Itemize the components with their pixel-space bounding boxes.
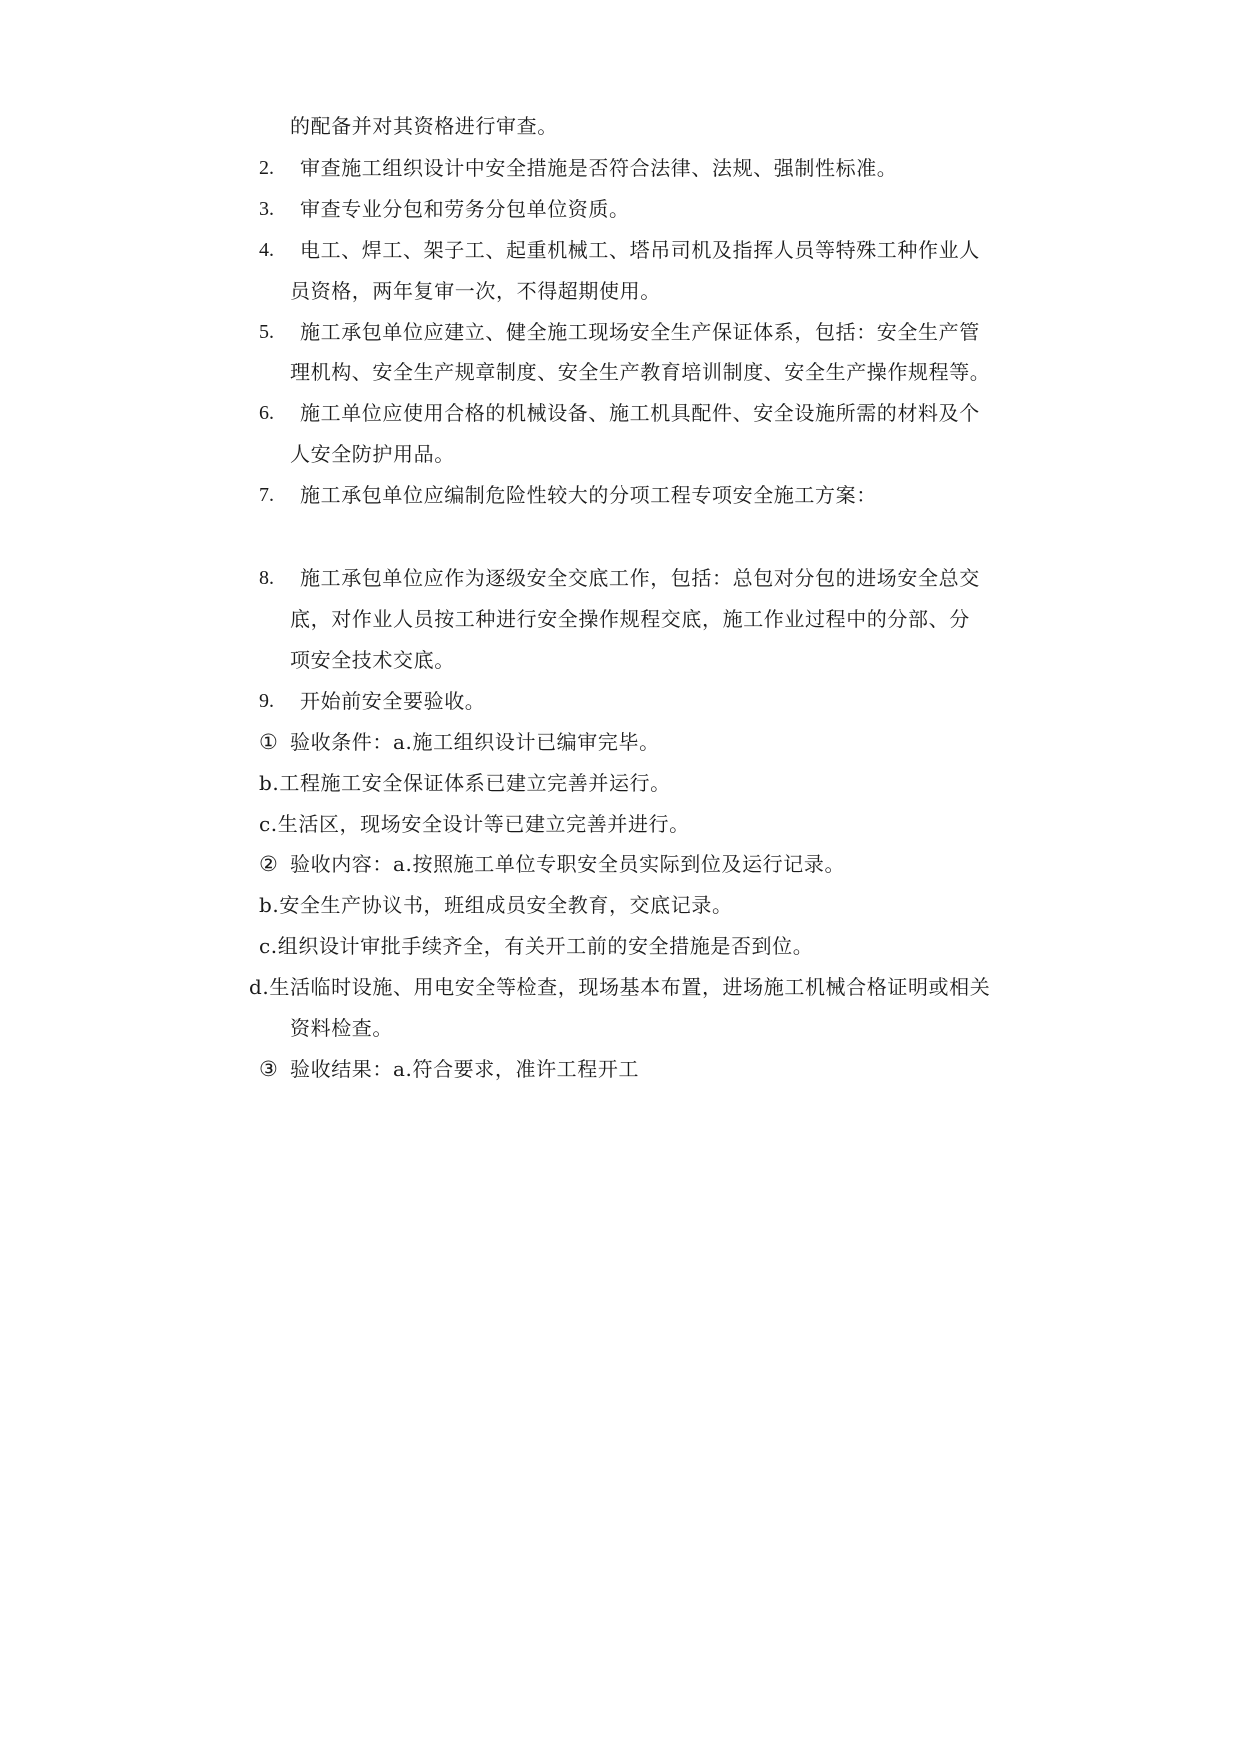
acceptance-contents-text: 验收内容：a.按照施工单位专职安全员实际到位及运行记录。 [290, 852, 846, 876]
item-text-continued: 项安全技术交底。 [290, 648, 455, 672]
item-text: 审查专业分包和劳务分包单位资质。 [300, 197, 630, 221]
acceptance-conditions-text: 验收条件：a.施工组织设计已编审完毕。 [290, 730, 660, 754]
item-number: 5. [259, 321, 274, 343]
acceptance-conditions-sub: c.生活区，现场安全设计等已建立完善并进行。 [259, 812, 690, 836]
item-number: 8. [259, 567, 274, 589]
acceptance-contents-sub: b.安全生产协议书，班组成员安全教育，交底记录。 [259, 893, 733, 917]
item-text: 施工承包单位应建立、健全施工现场安全生产保证体系，包括：安全生产管 [300, 320, 980, 344]
circled-number-3: ③ [259, 1057, 278, 1081]
acceptance-contents-sub-d: d.生活临时设施、用电安全等检查，现场基本布置，进场施工机械合格证明或相关 [249, 975, 991, 999]
item-number: 4. [259, 239, 274, 261]
item-text-continued: 底，对作业人员按工种进行安全操作规程交底，施工作业过程中的分部、分 [290, 607, 970, 631]
acceptance-contents-sub-d-continued: 资料检查。 [290, 1016, 393, 1040]
item-number: 7. [259, 484, 274, 506]
item-number: 3. [259, 198, 274, 220]
item-text-continued: 理机构、安全生产规章制度、安全生产教育培训制度、安全生产操作规程等。 [290, 360, 991, 384]
acceptance-contents-sub: c.组织设计审批手续齐全，有关开工前的安全措施是否到位。 [259, 934, 814, 958]
item-number: 2. [259, 157, 274, 179]
item-text-continued: 员资格，两年复审一次，不得超期使用。 [290, 279, 661, 303]
circled-number-1: ① [259, 730, 278, 754]
acceptance-results-text: 验收结果：a.符合要求，准许工程开工 [290, 1057, 640, 1081]
item-text: 开始前安全要验收。 [300, 689, 486, 713]
item-text: 施工承包单位应编制危险性较大的分项工程专项安全施工方案： [300, 483, 877, 507]
item-text: 施工承包单位应作为逐级安全交底工作，包括：总包对分包的进场安全总交 [300, 566, 980, 590]
item-number: 6. [259, 402, 274, 424]
continuation-text: 的配备并对其资格进行审查。 [290, 114, 558, 138]
item-text: 电工、焊工、架子工、起重机械工、塔吊司机及指挥人员等特殊工种作业人 [300, 238, 980, 262]
item-text: 审查施工组织设计中安全措施是否符合法律、法规、强制性标准。 [300, 156, 898, 180]
item-number: 9. [259, 690, 274, 712]
item-text: 施工单位应使用合格的机械设备、施工机具配件、安全设施所需的材料及个 [300, 401, 980, 425]
item-text-continued: 人安全防护用品。 [290, 442, 455, 466]
circled-number-2: ② [259, 852, 278, 876]
acceptance-conditions-sub: b.工程施工安全保证体系已建立完善并运行。 [259, 771, 671, 795]
